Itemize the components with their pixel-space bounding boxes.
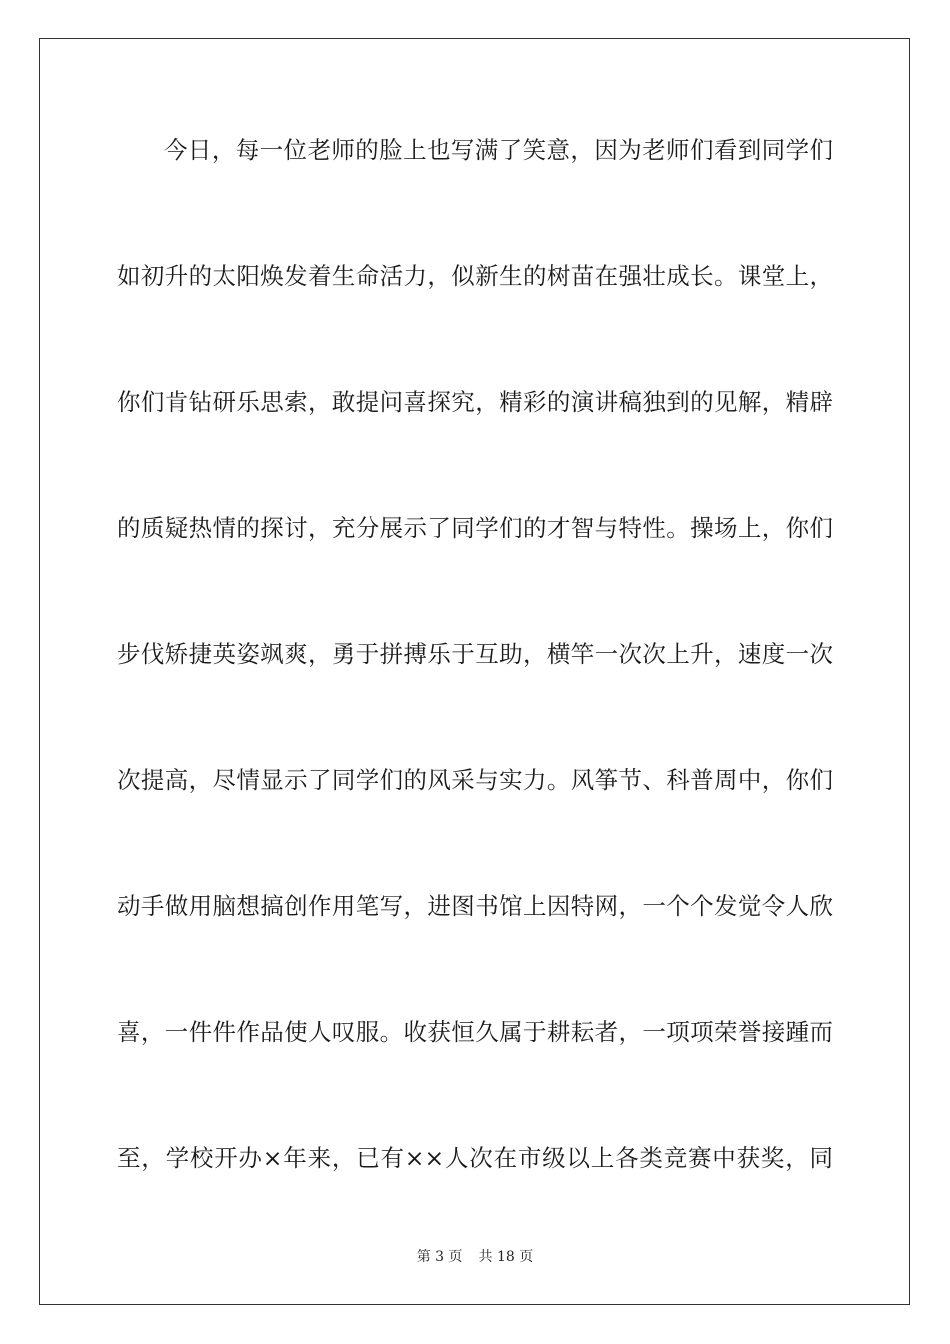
page-number: 第 3 页 xyxy=(416,1249,463,1265)
text-line: 你们肯钻研乐思索，敢提问喜探究，精彩的演讲稿独到的见解，精辟 xyxy=(117,388,833,416)
text-line: 动手做用脑想搞创作用笔写，进图书馆上因特网，一个个发觉令人欣 xyxy=(117,892,833,920)
text-line: 的质疑热情的探讨，充分展示了同学们的才智与特性。操场上，你们 xyxy=(117,514,833,542)
page-footer xyxy=(0,1247,950,1267)
text-line: 如初升的太阳焕发着生命活力，似新生的树苗在强壮成长。课堂上， xyxy=(117,262,833,290)
document-body xyxy=(117,120,833,1254)
text-line: 至，学校开办×年来，已有××人次在市级以上各类竞赛中获奖，同 xyxy=(117,1144,833,1172)
text-line: 步伐矫捷英姿飒爽，勇于拼搏乐于互助，横竿一次次上升，速度一次 xyxy=(117,640,833,668)
page-total: 共 18 页 xyxy=(478,1249,534,1265)
text-line: 次提高，尽情显示了同学们的风采与实力。风筝节、科普周中，你们 xyxy=(117,766,833,794)
text-line: 喜，一件件作品使人叹服。收获恒久属于耕耘者，一项项荣誉接踵而 xyxy=(117,1018,833,1046)
text-line: 今日，每一位老师的脸上也写满了笑意，因为老师们看到同学们 xyxy=(164,136,833,164)
